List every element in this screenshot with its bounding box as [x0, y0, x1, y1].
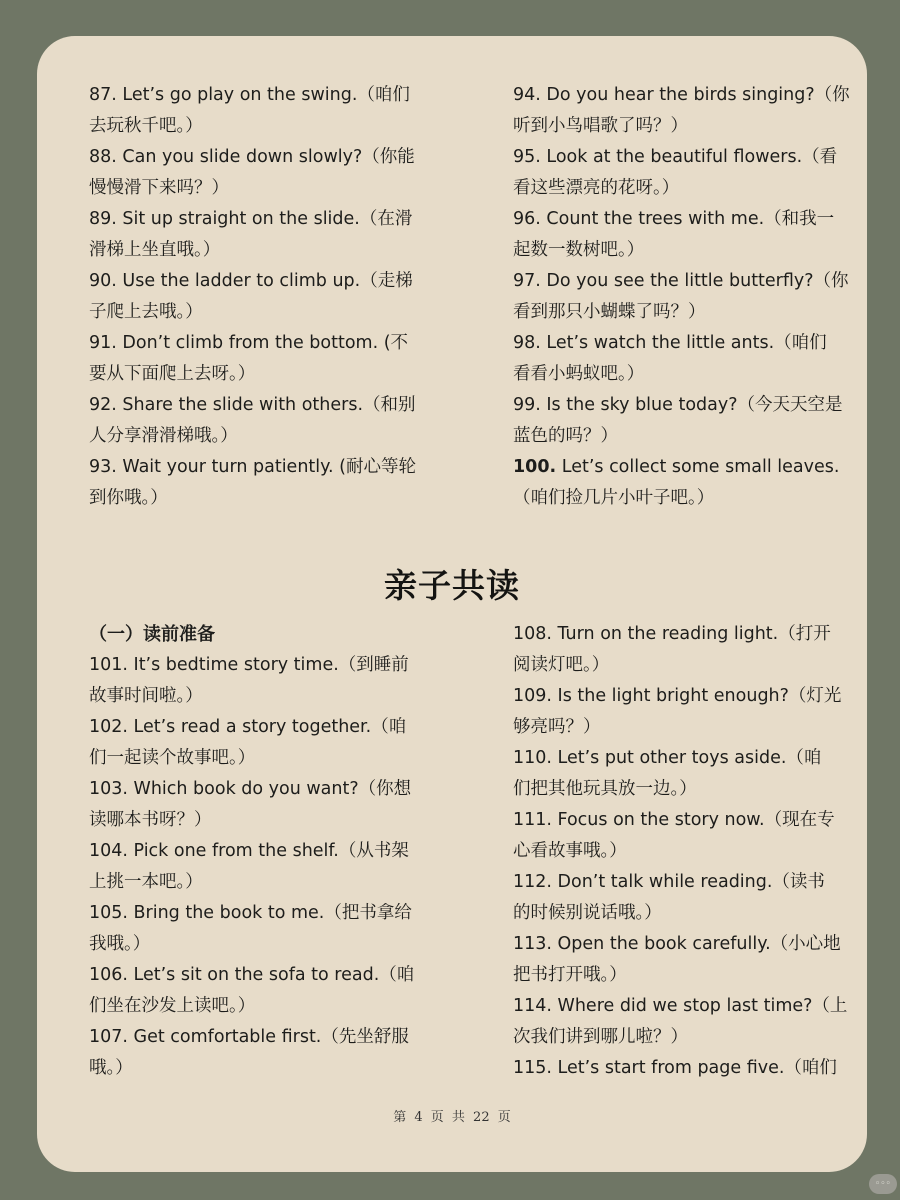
text-line: 99. Is the sky blue today?（今天天空是 — [513, 395, 843, 415]
text-line: 把书打开哦。） — [513, 965, 627, 985]
subsection-heading: （一）读前准备 — [89, 624, 215, 645]
text-line: 的时候别说话哦。） — [513, 903, 662, 923]
text-line: 104. Pick one from the shelf.（从书架 — [89, 841, 409, 861]
text-line: 子爬上去哦。） — [89, 302, 203, 322]
text-line: 哦。） — [89, 1058, 133, 1078]
text-line: 滑梯上坐直哦。） — [89, 240, 221, 260]
top-right-column — [513, 80, 853, 514]
text-line: 96. Count the trees with me.（和我一 — [513, 209, 835, 229]
text-line: 114. Where did we stop last time?（上 — [513, 996, 848, 1016]
text-line: 去玩秋千吧。） — [89, 116, 203, 136]
text-line: 88. Can you slide down slowly?（你能 — [89, 147, 415, 167]
text-line: 107. Get comfortable first.（先坐舒服 — [89, 1027, 409, 1047]
section-title: 亲子共读 — [384, 566, 520, 605]
text-line: 109. Is the light bright enough?（灯光 — [513, 686, 842, 706]
text-line: 们坐在沙发上读吧。） — [89, 996, 256, 1016]
text-line: 93. Wait your turn patiently. (耐心等轮 — [89, 457, 416, 477]
text-line: 蓝色的吗？） — [513, 426, 618, 446]
text-line: 90. Use the ladder to climb up.（走梯 — [89, 271, 413, 291]
text-line: 105. Bring the book to me.（把书拿给 — [89, 903, 412, 923]
bottom-left-column — [89, 619, 419, 1084]
top-left-column — [89, 80, 419, 514]
text-line: 听到小鸟唱歌了吗？） — [513, 116, 688, 136]
text-line: 98. Let’s watch the little ants.（咱们 — [513, 333, 827, 353]
text-line: 慢慢滑下来吗？） — [89, 178, 229, 198]
text-line: 够亮吗？） — [513, 717, 601, 737]
text-line: 115. Let’s start from page five.（咱们 — [513, 1058, 837, 1078]
text-line: 人分享滑滑梯哦。） — [89, 426, 238, 446]
text-line: 97. Do you see the little butterfly?（你 — [513, 271, 849, 291]
text-line: 94. Do you hear the birds singing?（你 — [513, 85, 850, 105]
page-number-footer: 第 4 页 共 22 页 — [393, 1110, 511, 1125]
text-line: 108. Turn on the reading light.（打开 — [513, 624, 831, 644]
watermark-badge: ◦◦◦ — [869, 1174, 897, 1194]
text-line: 92. Share the slide with others.（和别 — [89, 395, 416, 415]
text-line: （咱们捡几片小叶子吧。） — [513, 488, 715, 508]
text-line: 心看故事哦。） — [513, 841, 627, 861]
text-line: 们把其他玩具放一边。） — [513, 779, 697, 799]
text-line: 89. Sit up straight on the slide.（在滑 — [89, 209, 413, 229]
page-card — [37, 36, 867, 1172]
text-line: 阅读灯吧。） — [513, 655, 610, 675]
text-line: 次我们讲到哪儿啦？） — [513, 1027, 688, 1047]
text-line: 上挑一本吧。） — [89, 872, 203, 892]
text-line: 101. It’s bedtime story time.（到睡前 — [89, 655, 409, 675]
text-line: 102. Let’s read a story together.（咱 — [89, 717, 407, 737]
text-line: 我哦。） — [89, 934, 151, 954]
text-line-item-100 — [513, 452, 853, 483]
text-line: 要从下面爬上去呀。） — [89, 364, 256, 384]
text-line: 87. Let’s go play on the swing.（咱们 — [89, 85, 410, 105]
text-line: 故事时间啦。） — [89, 686, 203, 706]
text-line: 读哪本书呀？） — [89, 810, 212, 830]
text-line: 到你哦。） — [89, 488, 168, 508]
bottom-right-column — [513, 619, 853, 1084]
text-line: 们一起读个故事吧。） — [89, 748, 256, 768]
text-line: 113. Open the book carefully.（小心地 — [513, 934, 841, 954]
text-line: 看看小蚂蚁吧。） — [513, 364, 645, 384]
text-line: 111. Focus on the story now.（现在专 — [513, 810, 835, 830]
text-line: 起数一数树吧。） — [513, 240, 645, 260]
text-line: 112. Don’t talk while reading.（读书 — [513, 872, 825, 892]
item-text-100: Let’s collect some small leaves. — [556, 457, 840, 477]
item-number-100: 100. — [513, 457, 557, 477]
text-line: 95. Look at the beautiful flowers.（看 — [513, 147, 838, 167]
text-line: 103. Which book do you want?（你想 — [89, 779, 412, 799]
text-line: 110. Let’s put other toys aside.（咱 — [513, 748, 822, 768]
text-line: 106. Let’s sit on the sofa to read.（咱 — [89, 965, 415, 985]
text-line: 看这些漂亮的花呀。） — [513, 178, 680, 198]
text-line: 91. Don’t climb from the bottom. (不 — [89, 333, 409, 353]
text-line: 看到那只小蝴蝶了吗？） — [513, 302, 706, 322]
